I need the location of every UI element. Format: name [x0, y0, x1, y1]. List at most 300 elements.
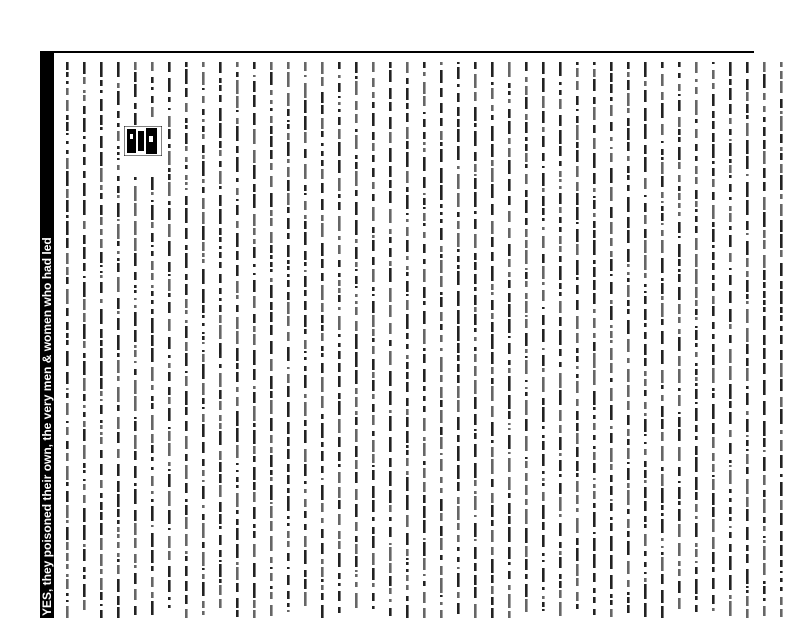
text-mark: [593, 240, 596, 255]
text-mark: [338, 464, 341, 467]
text-mark: [202, 505, 205, 508]
text-mark: [559, 246, 562, 252]
text-mark: [100, 399, 103, 401]
text-mark: [457, 291, 460, 306]
text-mark: [491, 447, 494, 457]
text-mark: [134, 221, 137, 235]
text-mark: [457, 567, 460, 569]
text-mark: [508, 336, 511, 338]
text-mark: [236, 470, 239, 472]
text-mark: [610, 575, 613, 589]
text-mark: [763, 363, 766, 374]
text-mark: [372, 227, 375, 233]
text-mark: [576, 277, 579, 280]
text-mark: [440, 610, 443, 618]
text-mark: [695, 579, 698, 594]
text-mark: [321, 377, 324, 392]
text-mark: [83, 378, 86, 391]
text-mark: [185, 465, 188, 479]
text-mark: [576, 473, 579, 477]
text-mark: [525, 473, 528, 481]
text-mark: [253, 95, 256, 107]
text-mark: [695, 567, 698, 574]
text-mark: [729, 384, 732, 399]
text-mark: [372, 287, 375, 291]
text-mark: [338, 591, 341, 601]
text-mark: [678, 129, 681, 135]
text-mark: [712, 296, 715, 304]
text-mark: [202, 289, 205, 303]
text-mark: [406, 533, 409, 545]
text-mark: [542, 188, 545, 192]
text-mark: [678, 337, 681, 351]
text-mark: [355, 446, 358, 457]
text-mark: [202, 134, 205, 139]
text-mark: [440, 578, 443, 593]
text-mark: [202, 574, 205, 579]
text-mark: [780, 194, 783, 199]
text-mark: [712, 475, 715, 477]
text-mark: [525, 315, 528, 317]
text-mark: [219, 502, 222, 512]
text-mark: [389, 148, 392, 162]
text-mark: [576, 142, 579, 148]
text-mark: [389, 288, 392, 302]
text-mark: [627, 249, 630, 262]
text-mark: [185, 581, 188, 591]
text-mark: [746, 545, 749, 551]
text-mark: [219, 85, 222, 91]
text-mark: [185, 245, 188, 250]
text-mark: [304, 340, 307, 349]
text-mark: [423, 301, 426, 305]
text-mark: [66, 579, 69, 589]
text-mark: [712, 306, 715, 316]
text-mark: [627, 320, 630, 334]
text-mark: [304, 524, 307, 530]
text-mark: [729, 498, 732, 502]
text-mark: [491, 386, 494, 401]
text-mark: [525, 144, 528, 151]
text-mark: [712, 437, 715, 448]
text-mark: [678, 524, 681, 537]
text-mark: [423, 311, 426, 324]
text-mark: [185, 505, 188, 515]
text-mark: [644, 178, 647, 189]
text-mark: [542, 478, 545, 481]
text-mark: [185, 421, 188, 431]
text-mark: [627, 156, 630, 161]
text-mark: [780, 440, 783, 451]
text-mark: [253, 583, 256, 598]
text-mark: [508, 109, 511, 118]
text-mark: [321, 503, 324, 512]
text-mark: [712, 423, 715, 434]
text-mark: [474, 575, 477, 585]
text-mark: [372, 394, 375, 399]
text-mark: [525, 485, 528, 495]
text-mark: [712, 168, 715, 176]
text-mark: [610, 105, 613, 116]
text-mark: [168, 62, 171, 72]
text-mark: [117, 146, 120, 149]
text-mark: [66, 466, 69, 480]
text-mark: [83, 549, 86, 561]
text-mark: [168, 78, 171, 92]
text-mark: [661, 62, 664, 68]
text-mark: [746, 569, 749, 584]
text-mark: [304, 75, 307, 77]
text-mark: [338, 160, 341, 173]
text-mark: [321, 593, 324, 600]
text-mark: [372, 583, 375, 587]
text-mark: [508, 196, 511, 205]
text-mark: [644, 379, 647, 386]
text-mark: [406, 103, 409, 109]
text-mark: [763, 182, 766, 191]
text-mark: [457, 417, 460, 430]
text-mark: [593, 97, 596, 104]
text-mark: [746, 344, 749, 354]
text-mark: [729, 526, 732, 528]
text-mark: [746, 609, 749, 618]
text-mark: [678, 100, 681, 111]
text-mark: [372, 568, 375, 580]
text-mark: [185, 551, 188, 554]
text-mark: [355, 101, 358, 110]
text-mark: [559, 590, 562, 598]
text-mark: [236, 146, 239, 153]
text-mark: [678, 222, 681, 233]
text-mark: [372, 113, 375, 126]
text-mark: [695, 119, 698, 123]
text-mark: [440, 131, 443, 140]
text-mark: [525, 436, 528, 451]
text-mark: [134, 113, 137, 125]
text-mark: [202, 601, 205, 608]
text-mark: [66, 289, 69, 304]
text-mark: [219, 288, 222, 294]
text-mark: [219, 401, 222, 410]
text-mark: [423, 369, 426, 382]
text-mark: [117, 131, 120, 141]
text-mark: [406, 152, 409, 167]
text-mark: [304, 481, 307, 484]
text-mark: [389, 62, 392, 68]
text-mark: [644, 516, 647, 522]
text-mark: [168, 474, 171, 487]
text-mark: [236, 118, 239, 124]
text-mark: [423, 119, 426, 127]
text-mark: [678, 501, 681, 505]
text-mark: [559, 497, 562, 511]
text-mark: [372, 359, 375, 370]
text-mark: [763, 401, 766, 415]
text-mark: [185, 196, 188, 205]
text-mark: [406, 562, 409, 565]
text-mark: [508, 493, 511, 498]
text-mark: [219, 209, 222, 224]
text-mark: [304, 116, 307, 130]
text-mark: [202, 407, 205, 409]
text-mark: [678, 412, 681, 414]
text-mark: [763, 151, 766, 164]
text-mark: [542, 435, 545, 438]
text-mark: [355, 269, 358, 271]
text-mark: [372, 536, 375, 548]
text-mark: [457, 497, 460, 504]
text-mark: [661, 331, 664, 344]
text-mark: [508, 503, 511, 514]
text-mark: [610, 594, 613, 598]
text-mark: [100, 252, 103, 263]
text-mark: [474, 414, 477, 425]
text-mark: [474, 429, 477, 431]
text-mark: [780, 587, 783, 591]
text-mark: [168, 182, 171, 196]
text-mark: [389, 588, 392, 594]
text-mark: [270, 557, 273, 563]
text-mark: [559, 266, 562, 280]
text-mark: [423, 269, 426, 282]
text-mark: [780, 291, 783, 304]
text-mark: [559, 179, 562, 182]
text-mark: [287, 266, 290, 270]
text-mark: [474, 314, 477, 325]
text-mark: [423, 538, 426, 540]
text-mark: [457, 129, 460, 142]
text-mark: [474, 366, 477, 376]
text-mark: [168, 469, 171, 471]
text-mark: [423, 213, 426, 221]
text-mark: [610, 153, 613, 162]
text-mark: [202, 323, 205, 326]
text-mark: [542, 218, 545, 221]
text-mark: [661, 385, 664, 389]
text-mark: [338, 129, 341, 139]
text-mark: [321, 451, 324, 461]
text-mark: [287, 386, 290, 397]
text-mark: [457, 603, 460, 614]
text-mark: [627, 72, 630, 77]
text-mark: [593, 446, 596, 449]
text-mark: [559, 460, 562, 471]
text-mark: [559, 115, 562, 126]
text-mark: [406, 409, 409, 415]
text-mark: [236, 397, 239, 406]
text-mark: [185, 88, 188, 97]
text-mark: [457, 212, 460, 217]
text-mark: [236, 317, 239, 329]
text-mark: [253, 386, 256, 389]
text-mark: [287, 437, 290, 446]
text-mark: [695, 216, 698, 222]
text-mark: [338, 376, 341, 387]
text-mark: [695, 190, 698, 199]
text-mark: [712, 453, 715, 461]
text-mark: [66, 593, 69, 596]
text-mark: [576, 316, 579, 329]
text-mark: [202, 354, 205, 362]
text-mark: [695, 238, 698, 250]
text-mark: [304, 402, 307, 416]
text-mark: [559, 425, 562, 433]
text-mark: [100, 115, 103, 125]
text-mark: [491, 115, 494, 120]
text-mark: [678, 203, 681, 208]
text-mark: [780, 263, 783, 276]
text-mark: [474, 92, 477, 101]
text-mark: [661, 519, 664, 533]
text-mark: [287, 367, 290, 369]
text-mark: [508, 458, 511, 472]
text-mark: [474, 307, 477, 312]
text-mark: [457, 265, 460, 269]
text-mark: [644, 434, 647, 436]
text-mark: [321, 325, 324, 331]
text-mark: [491, 378, 494, 384]
text-mark: [389, 391, 392, 405]
text-mark: [729, 460, 732, 463]
text-mark: [355, 135, 358, 149]
text-mark: [100, 464, 103, 475]
text-mark: [168, 605, 171, 608]
text-mark: [406, 458, 409, 466]
text-mark: [610, 300, 613, 304]
text-mark: [593, 609, 596, 615]
text-mark: [440, 149, 443, 162]
text-mark: [151, 491, 154, 494]
text-mark: [236, 157, 239, 172]
text-mark: [508, 211, 511, 222]
text-mark: [253, 334, 256, 345]
text-mark: [440, 88, 443, 97]
text-mark: [661, 350, 664, 364]
text-mark: [576, 285, 579, 294]
text-mark: [644, 145, 647, 154]
text-mark: [338, 194, 341, 198]
text-mark: [100, 168, 103, 182]
text-mark: [576, 260, 579, 275]
text-mark: [661, 74, 664, 86]
text-mark: [474, 547, 477, 559]
text-mark: [525, 528, 528, 543]
text-mark: [270, 176, 273, 187]
text-mark: [746, 411, 749, 415]
text-mark: [236, 372, 239, 382]
text-mark: [746, 92, 749, 101]
text-mark: [185, 253, 188, 268]
text-mark: [678, 369, 681, 383]
text-mark: [202, 126, 205, 132]
text-mark: [576, 604, 579, 609]
text-mark: [355, 81, 358, 95]
text-mark: [270, 108, 273, 111]
text-mark: [695, 402, 698, 404]
text-mark: [338, 117, 341, 125]
text-mark: [576, 229, 579, 242]
text-mark: [491, 184, 494, 198]
text-mark: [695, 436, 698, 440]
text-mark: [355, 388, 358, 394]
text-mark: [712, 595, 715, 604]
text-mark: [678, 193, 681, 200]
text-mark: [542, 227, 545, 230]
text-mark: [423, 198, 426, 205]
text-mark: [236, 428, 239, 442]
text-mark: [746, 156, 749, 169]
text-mark: [66, 322, 69, 330]
text-mark: [236, 221, 239, 228]
text-mark: [270, 418, 273, 431]
text-mark: [593, 554, 596, 568]
text-mark: [185, 326, 188, 338]
text-mark: [236, 348, 239, 361]
text-mark: [66, 351, 69, 366]
text-mark: [525, 457, 528, 459]
text-mark: [202, 568, 205, 570]
text-mark: [338, 202, 341, 210]
text-mark: [253, 507, 256, 519]
text-mark: [185, 454, 188, 461]
text-mark: [219, 237, 222, 242]
text-mark: [338, 343, 341, 347]
text-mark: [610, 486, 613, 495]
text-mark: [372, 465, 375, 467]
text-mark: [542, 315, 545, 325]
text-mark: [202, 332, 205, 334]
text-mark: [287, 496, 290, 511]
text-mark: [151, 222, 154, 228]
text-mark: [559, 453, 562, 456]
text-mark: [525, 97, 528, 109]
text-mark: [355, 276, 358, 284]
text-mark: [117, 62, 120, 77]
text-mark: [457, 310, 460, 324]
text-mark: [474, 211, 477, 214]
text-mark: [593, 267, 596, 277]
text-mark: [100, 90, 103, 93]
text-mark: [321, 183, 324, 193]
text-mark: [185, 310, 188, 314]
text-mark: [440, 254, 443, 258]
text-mark: [100, 450, 103, 458]
text-mark: [457, 107, 460, 116]
text-mark: [542, 196, 545, 206]
text-mark: [406, 344, 409, 349]
text-mark: [610, 523, 613, 531]
text-mark: [423, 542, 426, 556]
text-mark: [559, 373, 562, 388]
text-mark: [100, 127, 103, 130]
text-mark: [117, 565, 120, 574]
text-mark: [525, 240, 528, 248]
text-mark: [253, 369, 256, 380]
text-mark: [593, 512, 596, 527]
text-mark: [338, 541, 341, 549]
text-mark: [729, 532, 732, 538]
text-mark: [610, 363, 613, 373]
text-mark: [661, 467, 664, 471]
text-mark: [729, 465, 732, 467]
text-mark: [117, 534, 120, 538]
text-mark: [440, 62, 443, 65]
text-mark: [559, 551, 562, 555]
text-mark: [321, 143, 324, 146]
text-mark: [219, 228, 222, 235]
text-mark: [661, 162, 664, 174]
text-mark: [185, 556, 188, 561]
